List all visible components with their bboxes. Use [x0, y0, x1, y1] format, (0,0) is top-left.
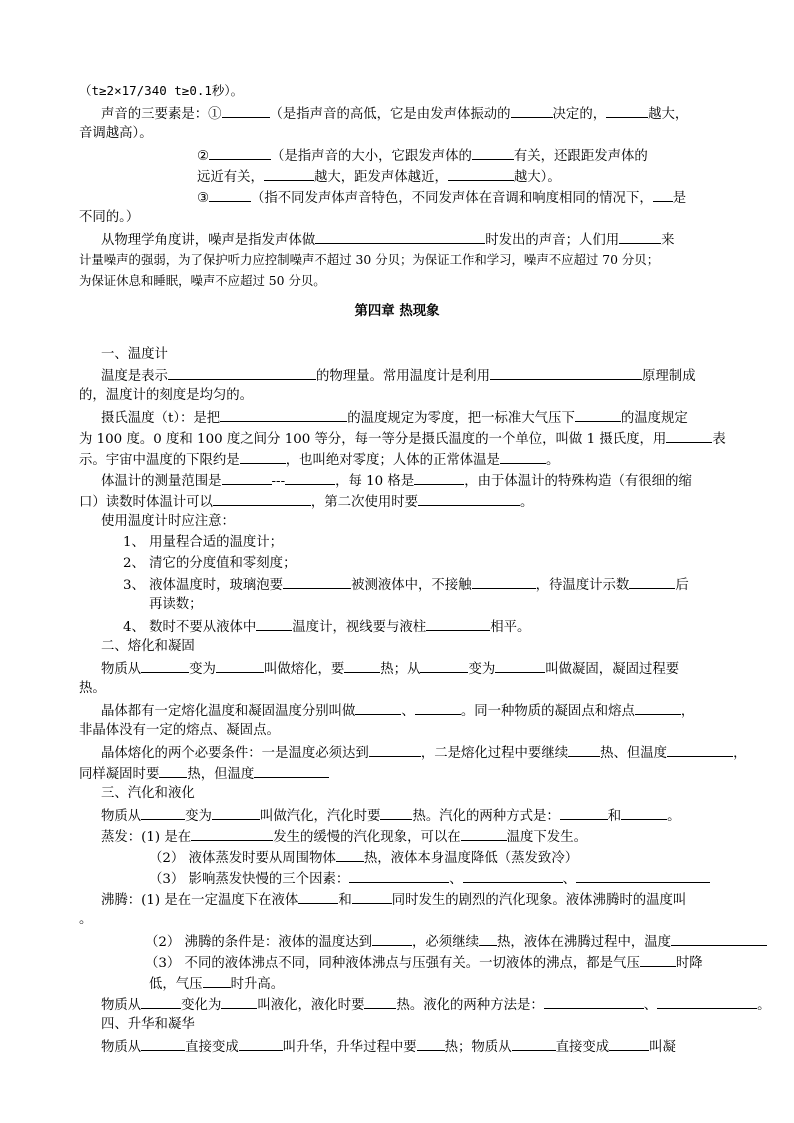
text-line: 口）读数时体温计可以 ，第二次使用时要 。 [79, 492, 533, 512]
fill-blank[interactable] [575, 408, 621, 422]
fill-blank[interactable] [239, 1037, 283, 1051]
fill-blank[interactable] [512, 1037, 556, 1051]
fill-blank[interactable] [264, 167, 314, 181]
fill-blank[interactable] [355, 701, 401, 715]
fill-blank[interactable] [209, 146, 271, 160]
fill-blank[interactable] [209, 188, 251, 202]
text-line: （t≥2×17/340 t≥0.1秒）。 [79, 83, 244, 98]
text-line: ③ （指不同发声体声音特色，不同发声体在音调和响度相同的情况下， 是 [197, 188, 686, 208]
section-heading: 二、熔化和凝固 [101, 639, 195, 654]
fill-blank[interactable] [418, 492, 520, 506]
fill-blank[interactable] [212, 806, 260, 820]
list-item: 1、 用量程合适的温度计； [123, 535, 284, 550]
text-line: 远近有关， 越大，距发声体越近， 越大）。 [197, 167, 561, 187]
text-line: 为保证休息和睡眠，噪声不应超过 50 分贝。 [79, 273, 326, 288]
fill-blank[interactable] [426, 617, 490, 631]
text-line: 物质从 变为 叫做熔化，要 热；从 变为 叫做凝固，凝固过程要 [101, 659, 679, 679]
section-heading: 一、温度计 [101, 347, 168, 362]
text-line: 音调越高）。 [79, 126, 153, 141]
fill-blank[interactable] [141, 806, 185, 820]
fill-blank[interactable] [609, 1037, 649, 1051]
fill-blank[interactable] [461, 827, 507, 841]
text-line: 不同的。） [79, 210, 140, 225]
fill-blank[interactable] [349, 869, 449, 883]
fill-blank[interactable] [240, 450, 286, 464]
text-line: （3） 影响蒸发快慢的三个因素： 、 、 [149, 869, 710, 889]
text-line: 声音的三要素是：① （是指声音的高低，它是由发声体振动的 决定的， 越大， [101, 104, 688, 124]
fill-blank[interactable] [141, 995, 181, 1009]
list-item: 2、 清它的分度值和零刻度； [123, 556, 297, 571]
text-line: 使用温度计时应注意： [101, 514, 235, 529]
list-item: 4、 数时不要从液体中 温度计，视线要与液柱 相平。 [123, 617, 530, 637]
fill-blank[interactable] [369, 743, 421, 757]
text-line: 低，气压 时升高。 [149, 974, 284, 994]
text-line: 为 100 度。0 度和 100 度之间分 100 等分，每一等分是摄氏温度的一个单位，叫做 1 摄氏度，用 表 [79, 429, 726, 449]
fill-blank[interactable] [472, 575, 536, 589]
text-line: 物质从 变化为 叫液化，液化时要 热。液化的两种方法是： 、 。 [101, 995, 771, 1015]
fill-blank[interactable] [420, 659, 468, 673]
fill-blank[interactable] [336, 848, 364, 862]
fill-blank[interactable] [495, 659, 545, 673]
fill-blank[interactable] [448, 167, 514, 181]
fill-blank[interactable] [463, 869, 563, 883]
fill-blank[interactable] [352, 890, 392, 904]
fill-blank[interactable] [168, 366, 316, 380]
fill-blank[interactable] [220, 408, 347, 422]
fill-blank[interactable] [372, 932, 412, 946]
text-line: ② （是指声音的大小，它跟发声体的 有关，还跟距发声体的 [197, 146, 648, 166]
fill-blank[interactable] [560, 806, 608, 820]
fill-blank[interactable] [141, 659, 189, 673]
text-line: 晶体熔化的两个必要条件：一是温度必须达到 ，二是熔化过程中要继续 热、但温度 ， [101, 743, 746, 763]
text-line: 蒸发：(1) 是在 发生的缓慢的汽化现象，可以在 温度下发生。 [101, 827, 587, 847]
text-line: （2） 液体蒸发时要从周围物体 热，液体本身温度降低（蒸发致冷） [149, 848, 578, 868]
fill-blank[interactable] [364, 995, 396, 1009]
fill-blank[interactable] [344, 659, 380, 673]
fill-blank[interactable] [568, 743, 600, 757]
text-line: 晶体都有一定熔化温度和凝固温度分别叫做 、 。同一种物质的凝固点和熔点 ， [101, 701, 694, 721]
fill-blank[interactable] [415, 701, 461, 715]
list-item: 3、 液体温度时，玻璃泡要 被测液体中，不接触 ，待温度计示数 后 [123, 575, 689, 595]
text-line: 物质从 直接变成 叫升华，升华过程中要 热；物质从 直接变成 叫凝 [101, 1037, 676, 1057]
section-heading: 三、汽化和液化 [101, 786, 195, 801]
fill-blank[interactable] [671, 932, 767, 946]
fill-blank[interactable] [653, 188, 673, 202]
fill-blank[interactable] [256, 617, 292, 631]
fill-blank[interactable] [203, 974, 231, 988]
fill-blank[interactable] [222, 471, 272, 485]
fill-blank[interactable] [576, 869, 710, 883]
text-line: （3） 不同的液体沸点不同，同种液体沸点与压强有关。一切液体的沸点，都是气压 时降 [145, 953, 703, 973]
text-line: 摄氏温度（t）：是把 的温度规定为零度，把一标准大气压下 的温度规定 [101, 408, 688, 428]
text-line: 同样凝固时要 热，但温度 [79, 764, 329, 784]
fill-blank[interactable] [417, 1037, 445, 1051]
fill-blank[interactable] [500, 450, 546, 464]
fill-blank[interactable] [619, 230, 661, 244]
fill-blank[interactable] [414, 471, 464, 485]
fill-blank[interactable] [640, 953, 676, 967]
text-line: 沸腾：(1) 是在一定温度下在液体 和 同时发生的剧烈的汽化现象。液体沸腾时的温度叫 [101, 890, 686, 910]
fill-blank[interactable] [191, 827, 273, 841]
fill-blank[interactable] [479, 932, 497, 946]
fill-blank[interactable] [544, 995, 644, 1009]
fill-blank[interactable] [621, 806, 667, 820]
fill-blank[interactable] [315, 230, 485, 244]
text-line: 的，温度计的刻度是均匀的。 [79, 388, 254, 403]
text-line: 非晶体没有一定的熔点、凝固点。 [79, 723, 280, 738]
fill-blank[interactable] [490, 366, 642, 380]
fill-blank[interactable] [141, 1037, 185, 1051]
fill-blank[interactable] [657, 995, 757, 1009]
fill-blank[interactable] [511, 104, 553, 118]
text-line: 热。 [79, 681, 106, 696]
text-line: 。 [79, 912, 93, 927]
text-line: 再读数； [149, 597, 203, 612]
fill-blank[interactable] [222, 104, 270, 118]
fill-blank[interactable] [606, 104, 648, 118]
section-heading: 四、升华和凝华 [101, 1017, 195, 1032]
fill-blank[interactable] [213, 492, 311, 506]
fill-blank[interactable] [285, 471, 335, 485]
text-line: 从物理学角度讲，噪声是指发声体做 时发出的声音；人们用 来 [101, 230, 675, 250]
fill-blank[interactable] [472, 146, 514, 160]
fill-blank[interactable] [254, 764, 329, 778]
fill-blank[interactable] [629, 575, 675, 589]
text-line: 示。宇宙中温度的下限约是 ，也叫绝对零度；人体的正常体温是 。 [79, 450, 559, 470]
fill-blank[interactable] [666, 429, 712, 443]
text-line: 温度是表示 的物理量。常用温度计是利用 原理制成 [101, 366, 696, 386]
text-line: （2） 沸腾的条件是：液体的温度达到 ，必须继续 热，液体在沸腾过程中，温度 [145, 932, 767, 952]
chapter-title: 第四章 热现象 [354, 303, 440, 319]
fill-blank[interactable] [635, 701, 681, 715]
fill-blank[interactable] [221, 995, 257, 1009]
fill-blank[interactable] [216, 659, 264, 673]
fill-blank[interactable] [298, 890, 338, 904]
fill-blank[interactable] [283, 575, 351, 589]
fill-blank[interactable] [667, 743, 733, 757]
fill-blank[interactable] [380, 806, 412, 820]
text-line: 体温计的测量范围是 --- ，每 10 格是 ，由于体温计的特殊构造（有很细的缩 [101, 471, 692, 491]
text-line: 计量噪声的强弱，为了保护听力应控制噪声不超过 30 分贝；为保证工作和学习，噪声不应超过 70 分贝； [79, 252, 660, 267]
text-line: 物质从 变为 叫做汽化，汽化时要 热。汽化的两种方式是： 和 。 [101, 806, 681, 826]
fill-blank[interactable] [159, 764, 187, 778]
